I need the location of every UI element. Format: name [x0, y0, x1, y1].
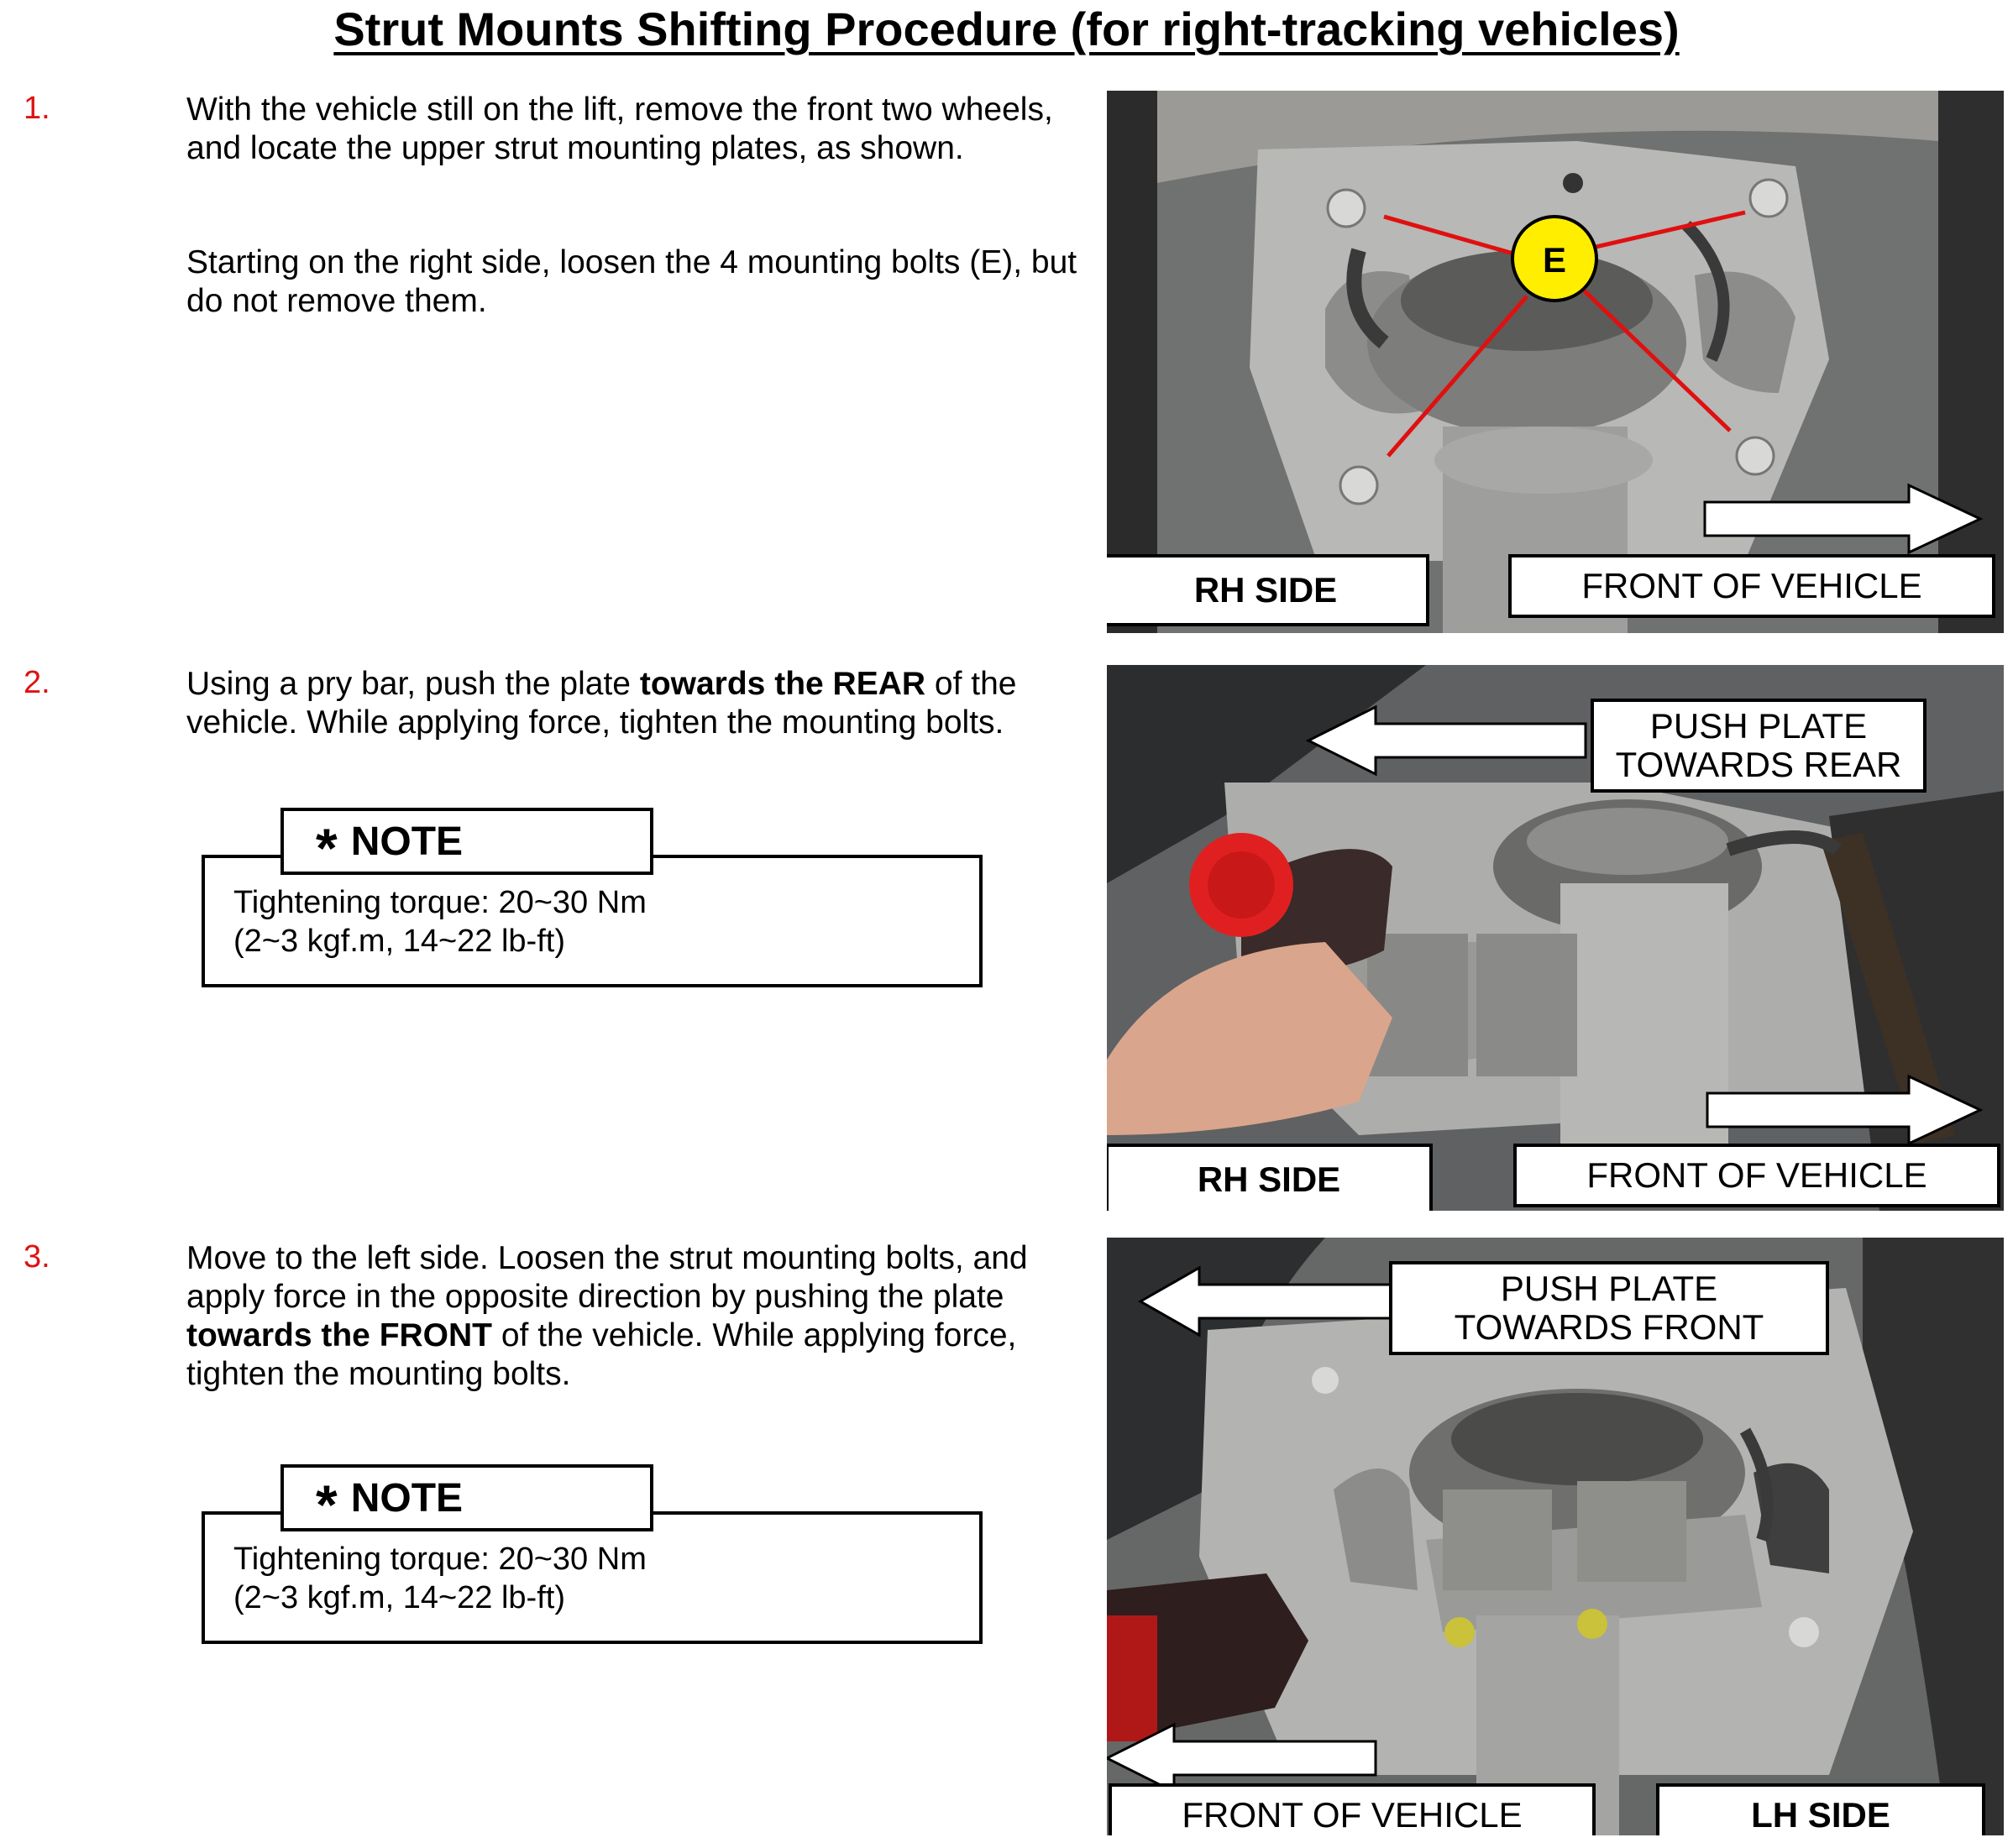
callout-e-text: E [1542, 240, 1567, 280]
strut-mount-rh-image [1107, 91, 2004, 633]
step-2-note-heading: * NOTE [280, 808, 653, 875]
step-3-note-body [233, 1540, 647, 1617]
note-torque-line: Tightening torque: 20~30 Nm [233, 885, 647, 920]
lh-side-label: LH SIDE [1656, 1783, 1985, 1835]
rh-side-label: RH SIDE [1107, 554, 1429, 626]
step-1-photo [1107, 91, 2004, 633]
step-1-paragraph-1: With the vehicle still on the lift, remove the front two wheels, and locate the upper strut mounting plates, as shown. [186, 92, 1053, 166]
page-title: Strut Mounts Shifting Procedure (for right-tracking vehicles) [333, 3, 1680, 55]
note-conversion-line: (2~3 kgf.m, 14~22 lb-ft) [233, 924, 565, 959]
rh-side-label: RH SIDE [1107, 1144, 1433, 1211]
step-2-paragraph: Using a pry bar, push the plate towards the REAR of the vehicle. While applying force, tighten the mounting bolts. [186, 666, 1017, 741]
step-2-note-body [233, 883, 647, 961]
note-conversion-line: (2~3 kgf.m, 14~22 lb-ft) [233, 1580, 565, 1615]
step-2-photo [1107, 665, 2004, 1211]
note-torque-line: Tightening torque: 20~30 Nm [233, 1542, 647, 1577]
push-plate-rear-label: PUSH PLATE TOWARDS REAR [1591, 699, 1927, 793]
step-1-paragraph-2: Starting on the right side, loosen the 4 mounting bolts (E), but do not remove them. [186, 244, 1077, 319]
step-3-photo [1107, 1238, 2004, 1835]
step-1-number: 1. [24, 91, 50, 126]
star-icon: * [316, 817, 338, 879]
step-3-number: 3. [24, 1239, 50, 1275]
step-2-number: 2. [24, 665, 50, 700]
front-of-vehicle-label: FRONT OF VEHICLE [1513, 1144, 2000, 1207]
step-3-note-heading: * NOTE [280, 1464, 653, 1531]
front-of-vehicle-label: FRONT OF VEHICLE [1109, 1783, 1596, 1835]
step-3-paragraph: Move to the left side. Loosen the strut mounting bolts, and apply force in the opposite direction by pushing the plate towards the FRONT of the vehicle. While applying force, tighten the mounting bolts. [186, 1240, 1028, 1392]
star-icon: * [316, 1474, 338, 1536]
push-plate-front-label: PUSH PLATE TOWARDS FRONT [1389, 1261, 1829, 1355]
front-of-vehicle-label: FRONT OF VEHICLE [1508, 554, 1995, 618]
